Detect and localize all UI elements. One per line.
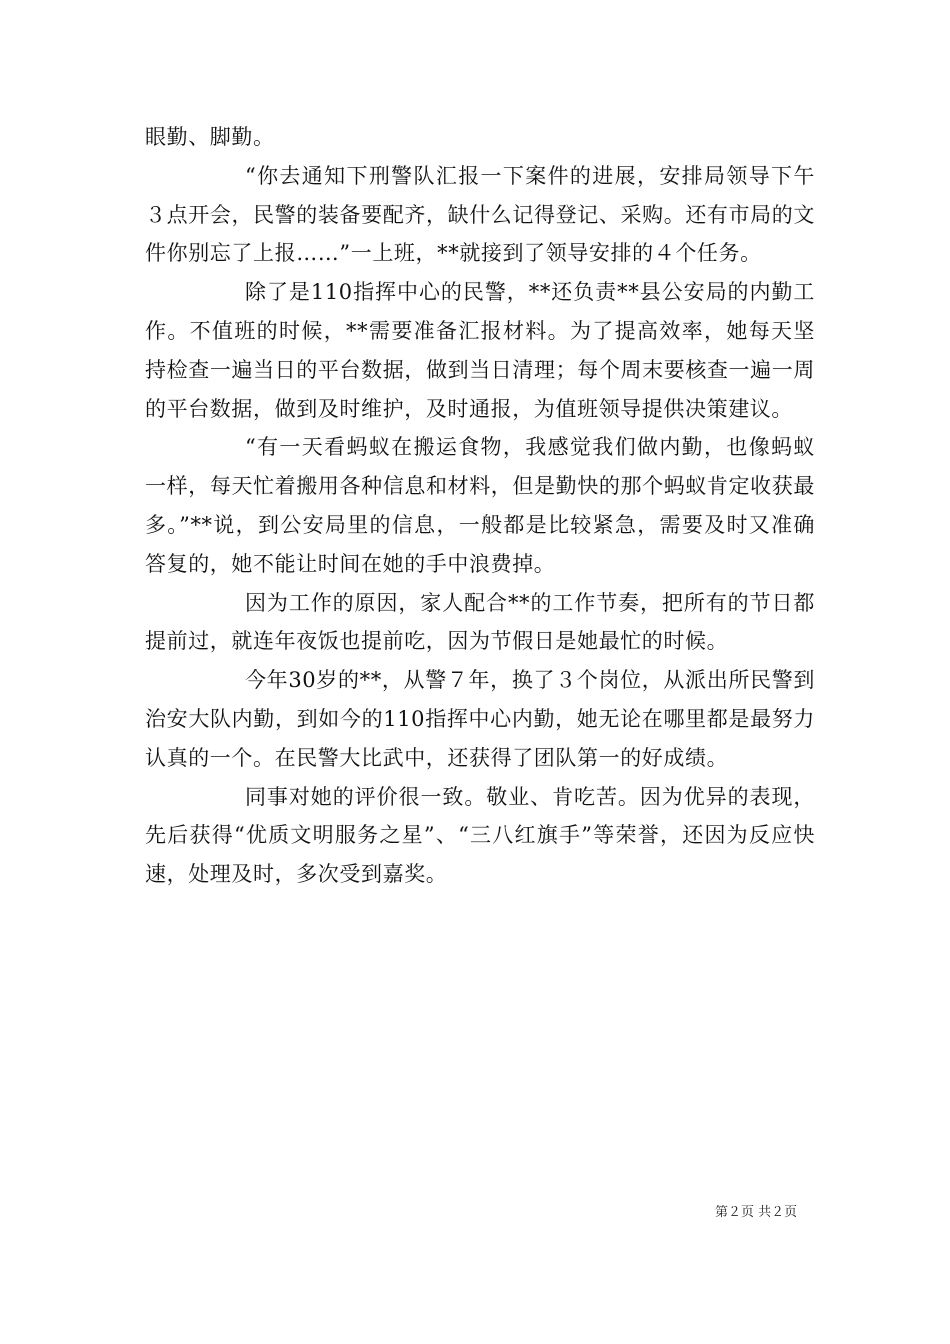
document-body [145, 118, 815, 894]
page-number-footer: 第２页 共２页 [715, 1205, 798, 1220]
paragraph-1: 眼勤、脚勤。 [145, 125, 275, 149]
paragraph-6: 今年30岁的**，从警７年，换了３个岗位，从派出所民警到治安大队内勤，到如今的110指挥中心内勤，她无论在哪里都是最努力认真的一个。在民警大比武中，还获得了团队第一的好成绩。 [145, 668, 815, 770]
paragraph-7: 同事对她的评价很一致。敬业、肯吃苦。因为优异的表现，先后获得“优质文明服务之星”、“三八红旗手”等荣誉，还因为反应快速，处理及时，多次受到嘉奖。 [145, 784, 815, 887]
paragraph-5: 因为工作的原因，家人配合**的工作节奏，把所有的节日都提前过，就连年夜饭也提前吃，因为节假日是她最忙的时候。 [145, 590, 815, 654]
paragraph-4: “有一天看蚂蚁在搬运食物，我感觉我们做内勤，也像蚂蚁一样，每天忙着搬用各种信息和材料，但是勤快的那个蚂蚁肯定收获最多。”**说，到公安局里的信息，一般都是比较紧急，需要及时又准确答复的，她不能让时间在她的手中浪费掉。 [145, 435, 815, 576]
paragraph-2: “你去通知下刑警队汇报一下案件的进展，安排局领导下午３点开会，民警的装备要配齐，缺什么记得登记、采购。还有市局的文件你别忘了上报……”一上班，**就接到了领导安排的４个任务。 [145, 163, 815, 266]
paragraph-3: 除了是110指挥中心的民警，**还负责**县公安局的内勤工作。不值班的时候，**需要准备汇报材料。为了提高效率，她每天坚持检查一遍当日的平台数据，做到当日清理；每个周末要核查一遍一周的平台数据，做到及时维护，及时通报，为值班领导提供决策建议。 [145, 280, 815, 421]
